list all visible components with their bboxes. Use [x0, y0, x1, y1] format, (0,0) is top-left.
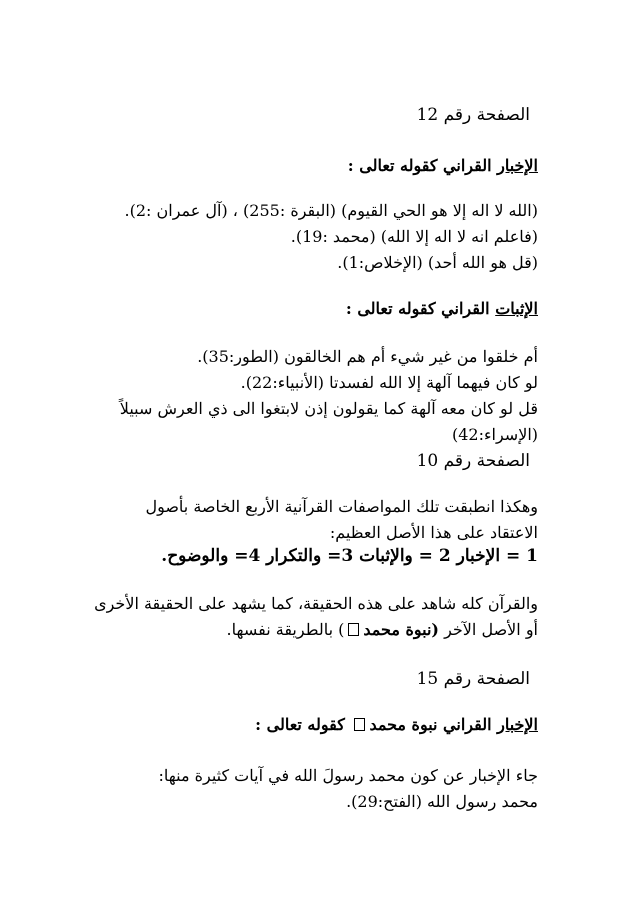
verse-line-3: (قل هو الله أحد) (الإخلاص:1). [337, 253, 538, 272]
paragraph-line-2: الاعتقاد على هذا الأصل العظيم: [329, 523, 538, 542]
section-heading-ikhbar [348, 155, 538, 177]
page-number-15: الصفحة رقم 15 [416, 669, 530, 689]
verse-line-2: (فاعلم انه لا اله إلا الله) (محمد :19). [290, 227, 538, 246]
heading3-rest-a: القراني نبوة محمد [369, 715, 498, 734]
heading2-rest: القراني كقوله تعالى : [345, 299, 496, 318]
page-number-10: الصفحة رقم 10 [416, 451, 530, 471]
verse2-line-3: قل لو كان معه آلهة كما يقولون إذن لابتغوا الى ذي العرش سبيلاً [119, 399, 538, 418]
para2-text-a: أو الأصل الآخر [439, 620, 538, 639]
paragraph2-line-1: والقرآن كله شاهد على هذه الحقيقة، كما يشهد على الحقيقة الأخرى [94, 594, 538, 613]
heading-underlined-word: الإخبار [497, 156, 538, 175]
heading-rest: القراني كقوله تعالى : [347, 156, 498, 175]
verse2-line-1: أم خلقوا من غير شيء أم هم الخالقون (الطور:35). [197, 347, 538, 366]
heading3-rest-b: كقوله تعالى : [255, 715, 351, 734]
para2-text-b: ) بالطريقة نفسها. [226, 620, 345, 639]
honorific-box-icon [348, 623, 359, 636]
heading2-underlined-word: الإثبات [495, 299, 538, 318]
paragraph-line-1: وهكذا انطبقت تلك المواصفات القرآنية الأربع الخاصة بأصول [145, 497, 538, 516]
heading3-underlined-word: الإخبار [497, 715, 538, 734]
para2-bold-text: (نبوة محمد [363, 620, 439, 639]
page15-line-1: جاء الإخبار عن كون محمد رسولَ الله في آيات كثيرة منها: [158, 766, 538, 785]
page15-line-2: محمد رسول الله (الفتح:29). [346, 792, 538, 811]
formula-line: 1 = الإخبار 2 = والإثبات 3= والتكرار 4= والوضوح. [161, 546, 538, 566]
verse2-line-2: لو كان فيهما آلهة إلا الله لفسدتا (الأنبياء:22). [240, 373, 538, 392]
page-number-12: الصفحة رقم 12 [416, 105, 530, 125]
honorific-box-icon-2 [354, 718, 365, 731]
verse2-line-4: (الإسراء:42) [451, 425, 538, 444]
verse-line-1: (الله لا اله إلا هو الحي القيوم) (البقرة :255) ، (آل عمران :2). [124, 201, 538, 220]
paragraph2-line-2 [227, 619, 538, 641]
section-heading-ithbat [346, 298, 538, 320]
section-heading-nubuwwa [255, 714, 538, 736]
